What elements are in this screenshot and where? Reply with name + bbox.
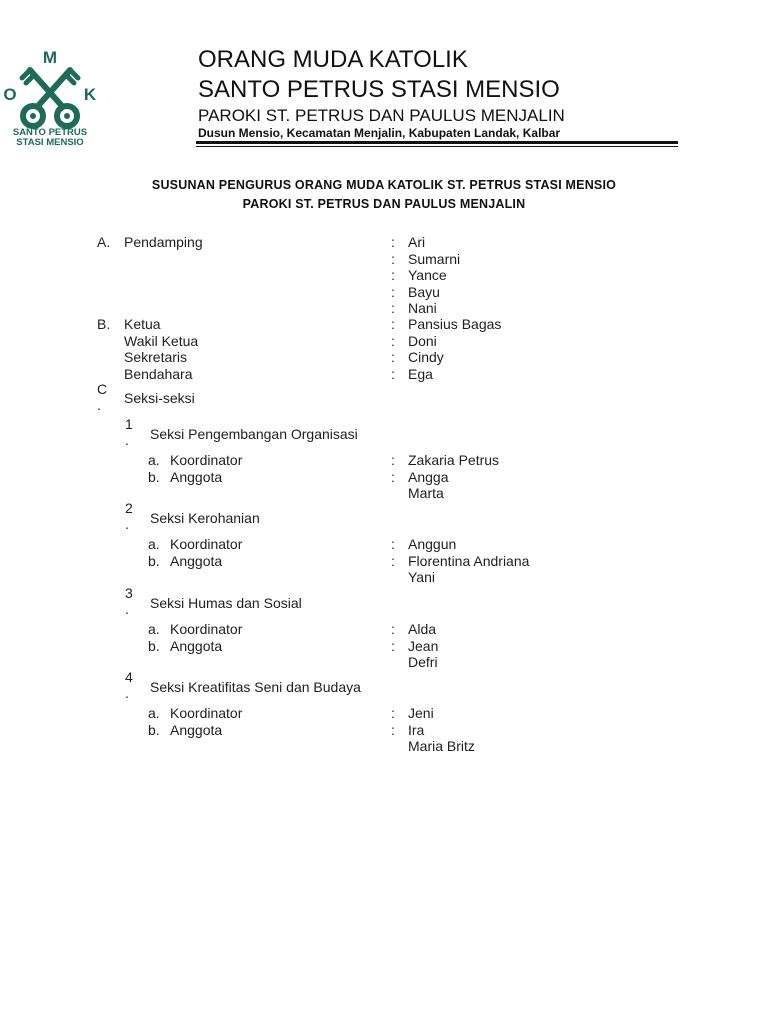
pendamping-name: Bayu: [408, 283, 440, 300]
subsection-number: 3: [125, 585, 133, 601]
role-name: Ega: [408, 365, 433, 382]
item-marker: a.: [148, 452, 160, 468]
section-a-label: Pendamping: [124, 234, 203, 250]
member-name: Florentina Andriana: [408, 552, 530, 569]
colon: :: [391, 234, 395, 250]
members-label: Anggota: [170, 468, 223, 485]
subsection-title: Seksi Kerohanian: [150, 510, 260, 526]
member-name: Ira: [408, 721, 425, 738]
subsection-number: 2: [125, 500, 133, 516]
member-name: Jean: [408, 637, 439, 654]
item-marker: b.: [148, 637, 160, 654]
subsection-title: Seksi Pengembangan Organisasi: [150, 426, 358, 442]
role-label: Wakil Ketua: [124, 332, 199, 349]
subsection-title: Seksi Humas dan Sosial: [150, 595, 302, 611]
member-name: Defri: [408, 654, 438, 670]
role-label: Sekretaris: [124, 349, 188, 365]
colon: :: [391, 721, 395, 738]
item-marker: b.: [148, 721, 160, 738]
coordinator-name: Anggun: [408, 536, 457, 552]
colon: :: [391, 468, 395, 485]
header-subtitle: PAROKI ST. PETRUS DAN PAULUS MENJALIN: [198, 106, 565, 125]
colon: :: [391, 283, 395, 300]
header-address: Dusun Mensio, Kecamatan Menjalin, Kabupaten Landak, Kalbar: [198, 126, 561, 140]
subsection-number-dot: .: [125, 516, 129, 532]
logo-caption-line1: SANTO PETRUS: [12, 127, 88, 138]
item-marker: a.: [148, 705, 160, 721]
coordinator-label: Koordinator: [170, 621, 243, 637]
members-label: Anggota: [170, 552, 223, 569]
coordinator-name: Jeni: [408, 705, 434, 721]
header-title-line1: ORANG MUDA KATOLIK: [198, 46, 468, 73]
section-c-label: Seksi-seksi: [124, 390, 195, 406]
subsection-number-dot: .: [125, 685, 129, 701]
colon: :: [391, 552, 395, 569]
item-marker: b.: [148, 552, 160, 569]
pendamping-name: Nani: [408, 300, 437, 316]
role-label: Bendahara: [124, 365, 193, 382]
subsection-number: 4: [125, 669, 133, 685]
item-marker: b.: [148, 468, 160, 485]
logo-caption-line2: STASI MENSIO: [16, 137, 84, 148]
document-title-line2: PAROKI ST. PETRUS DAN PAULUS MENJALIN: [242, 197, 526, 211]
role-label: Ketua: [124, 316, 161, 332]
section-c-marker: C: [97, 381, 108, 397]
coordinator-label: Koordinator: [170, 536, 243, 552]
members-label: Anggota: [170, 637, 223, 654]
logo-letter-right: K: [83, 85, 97, 104]
coordinator-label: Koordinator: [170, 452, 243, 468]
header-rule-thick: [196, 141, 678, 144]
logo-letter-top: M: [42, 48, 58, 67]
subsection-number-dot: .: [125, 601, 129, 617]
coordinator-label: Koordinator: [170, 705, 243, 721]
section-c-marker-dot: .: [97, 397, 101, 413]
colon: :: [391, 332, 395, 349]
document-title-line1: SUSUNAN PENGURUS ORANG MUDA KATOLIK ST. PETRUS STASI MENSIO: [151, 178, 617, 192]
colon: :: [391, 267, 395, 283]
colon: :: [391, 300, 395, 316]
subsection-title: Seksi Kreatifitas Seni dan Budaya: [150, 679, 361, 695]
pendamping-name: Yance: [408, 267, 447, 283]
item-marker: a.: [148, 621, 160, 637]
coordinator-name: Alda: [408, 621, 437, 637]
colon: :: [391, 705, 395, 721]
coordinator-name: Zakaria Petrus: [408, 452, 500, 468]
crossed-keys-icon: [0, 40, 100, 140]
member-name: Angga: [408, 468, 449, 485]
member-name: Marta: [408, 485, 444, 501]
member-name: Maria Britz: [408, 738, 475, 754]
section-a-marker: A.: [97, 234, 111, 250]
colon: :: [391, 250, 395, 267]
header-rule-thin: [196, 146, 678, 147]
member-name: Yani: [408, 569, 435, 585]
subsection-number: 1: [125, 416, 133, 432]
colon: :: [391, 637, 395, 654]
colon: :: [391, 365, 395, 382]
colon: :: [391, 621, 395, 637]
colon: :: [391, 452, 395, 468]
header-title-line2: SANTO PETRUS STASI MENSIO: [198, 76, 560, 103]
section-b-marker: B.: [97, 316, 111, 332]
role-name: Pansius Bagas: [408, 316, 502, 332]
members-label: Anggota: [170, 721, 223, 738]
subsection-number-dot: .: [125, 432, 129, 448]
colon: :: [391, 316, 395, 332]
colon: :: [391, 349, 395, 365]
organization-logo: [0, 40, 100, 152]
pendamping-name: Sumarni: [408, 250, 461, 267]
pendamping-name: Ari: [408, 234, 426, 250]
item-marker: a.: [148, 536, 160, 552]
role-name: Doni: [408, 332, 437, 349]
colon: :: [391, 536, 395, 552]
role-name: Cindy: [408, 349, 444, 365]
logo-letter-left: O: [3, 85, 17, 104]
